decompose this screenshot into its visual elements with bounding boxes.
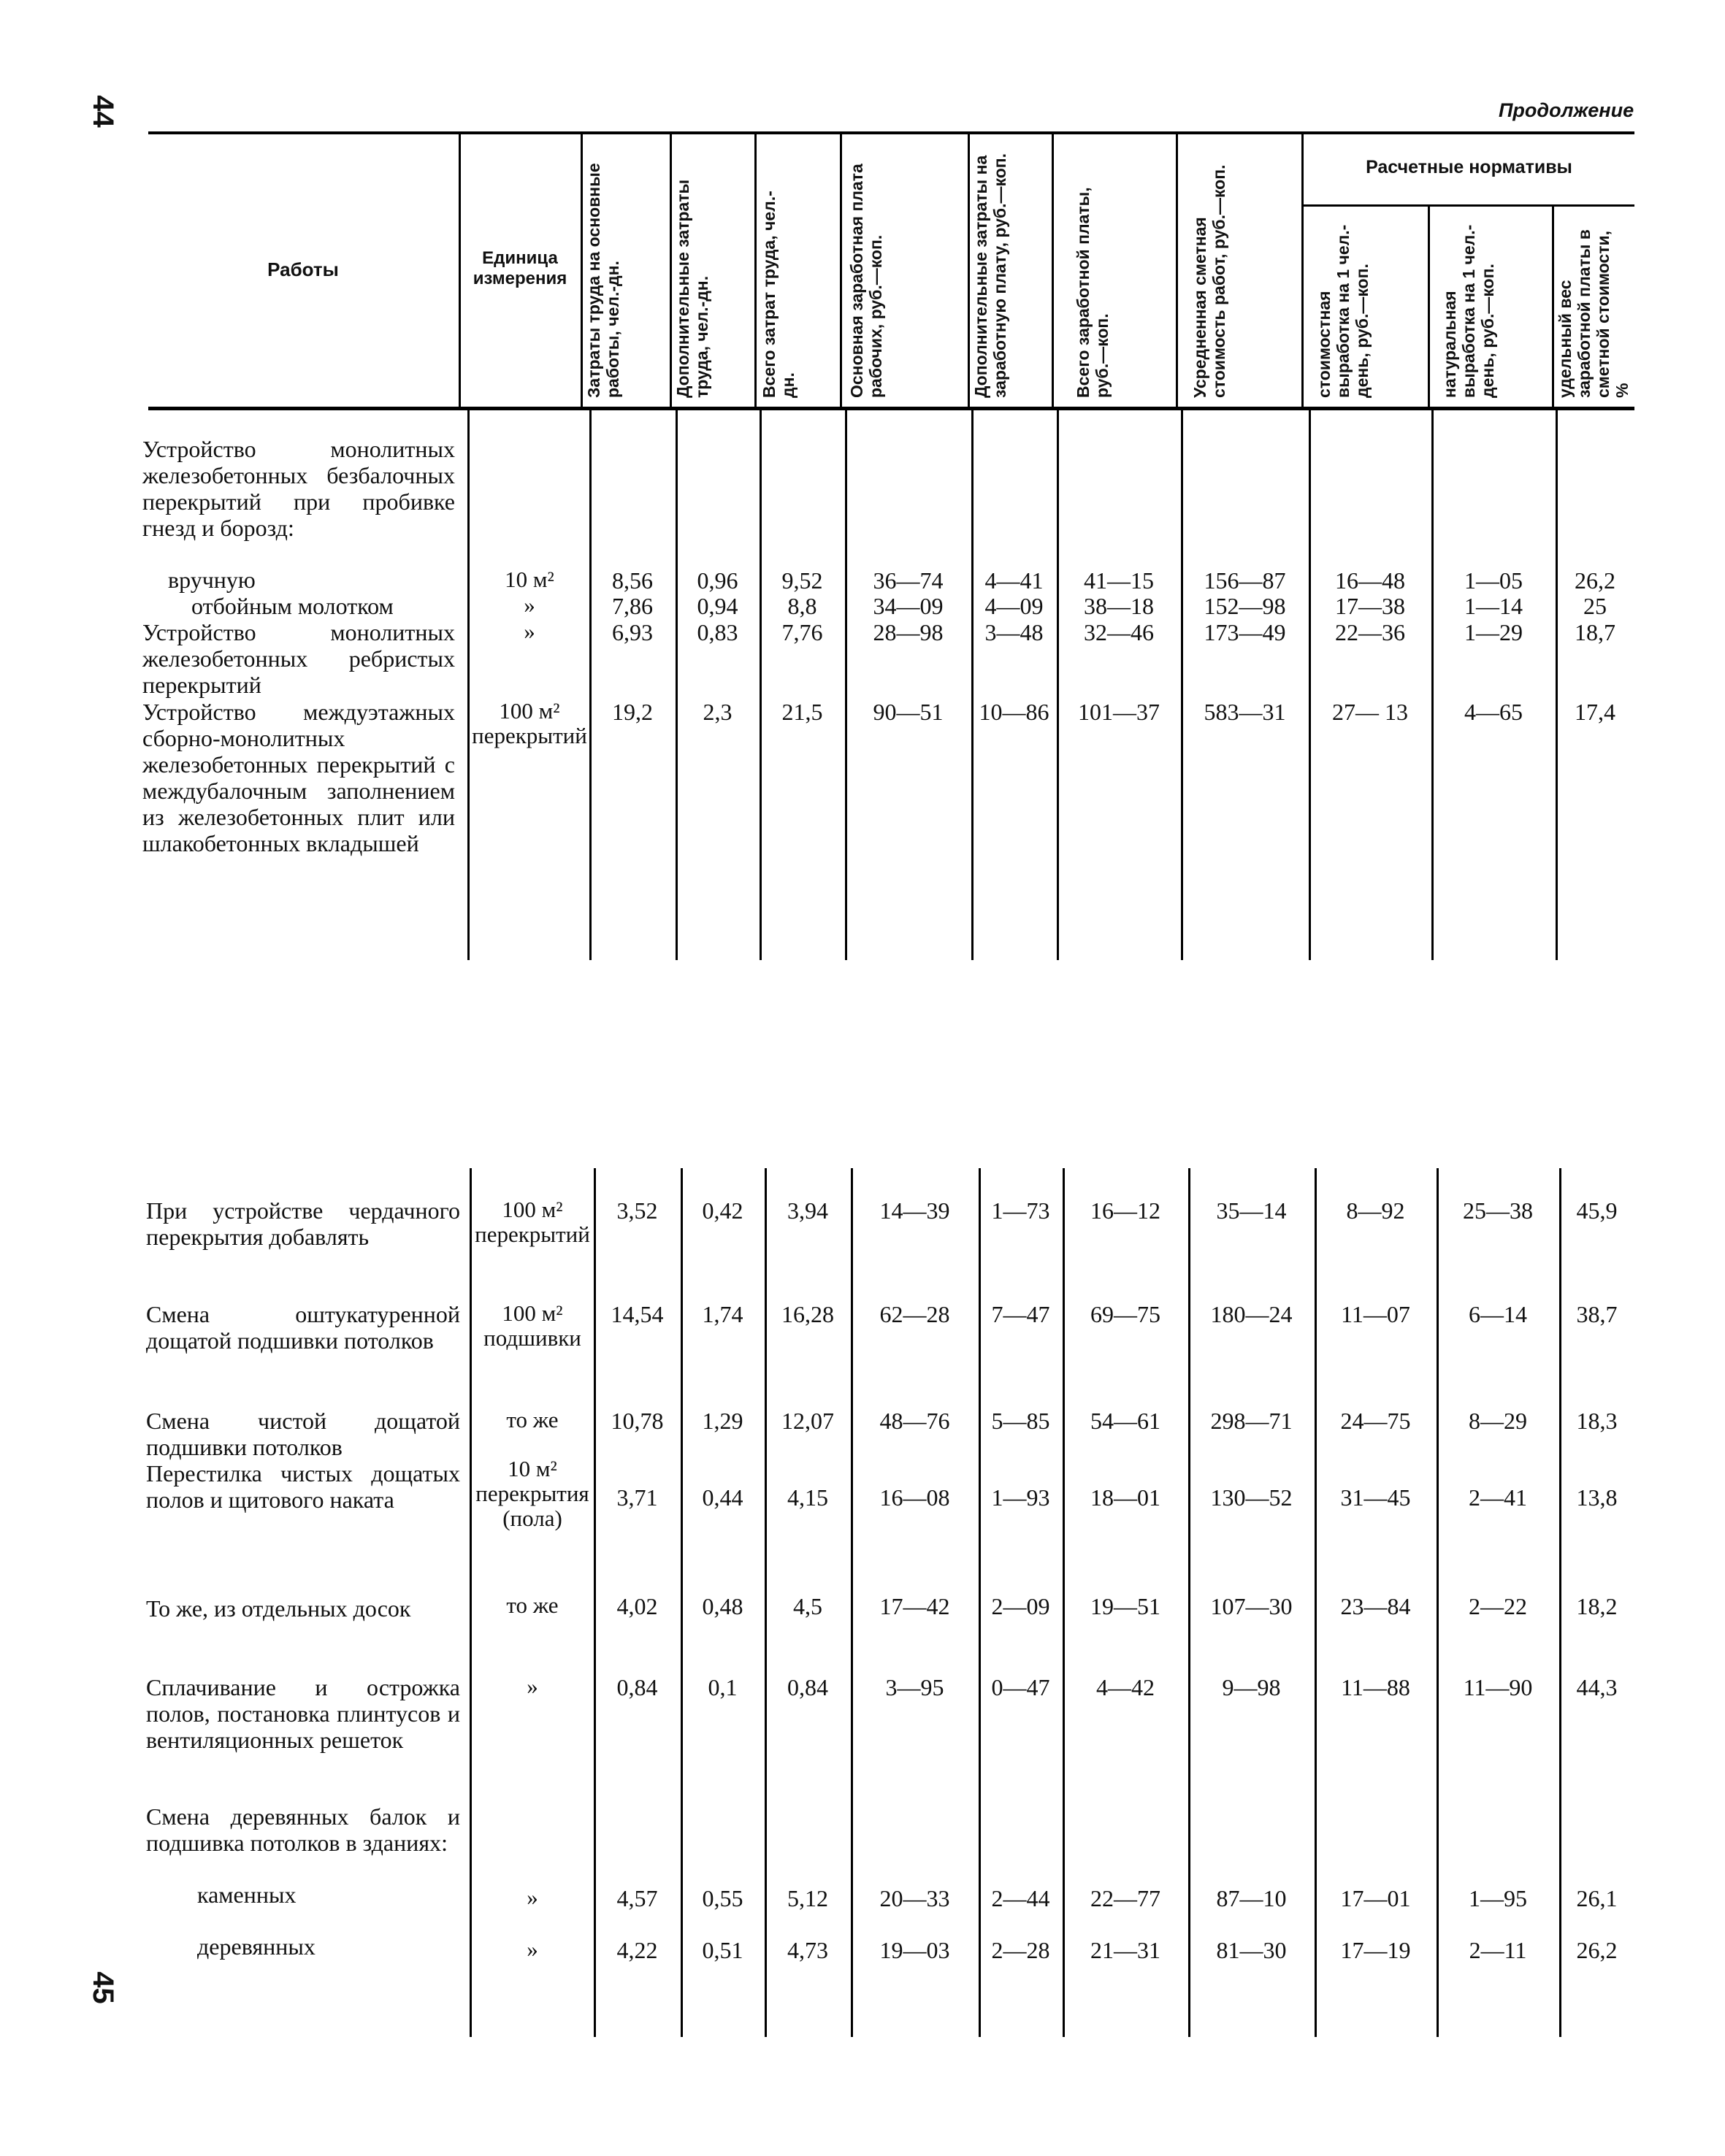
header-col-divider [754,134,757,407]
work-description: При устройстве чердачного перекрытия добавлять [146,1197,460,1250]
work-description: То же, из отдельных досок [146,1595,411,1622]
work-description: Устройство монолитных железобетонных безбалочных перекрытий при пробивке гнезд и борозд: [142,436,455,541]
value-cell: 6,93 [612,619,653,645]
value-cell: 17,4 [1575,699,1615,725]
value-cell: 4—09 [984,593,1044,619]
work-description: Смена чистой дощатой подшивки потолков [146,1408,460,1460]
value-cell: 14—39 [879,1197,950,1224]
value-cell: 9,52 [781,567,823,594]
value-cell: 2—44 [991,1885,1050,1911]
value-cell: 0,1 [708,1674,738,1700]
value-cell: 3,52 [616,1197,658,1224]
value-cell: 26,1 [1576,1885,1618,1911]
work-description: Смена оштукатуренной дощатой подшивки потолков [146,1301,460,1354]
value-cell: 26,2 [1575,567,1615,594]
value-cell: 48—76 [879,1408,950,1434]
value-cell: 2—41 [1469,1484,1527,1511]
value-cell: 17—42 [879,1593,950,1619]
header-col-divider [581,134,583,407]
value-cell: 1,29 [702,1408,743,1434]
header-labor-main: Затраты труда на основные работы, чел.-дн. [584,163,622,398]
value-cell: 3—48 [984,619,1044,645]
value-cell: 4,02 [616,1593,658,1619]
value-cell: 1—05 [1464,567,1523,594]
value-cell: 18,2 [1576,1593,1618,1619]
unit-cell: 100 м² перекрытий [475,1197,590,1247]
value-cell: 19—51 [1090,1593,1160,1619]
right-page-number: 45 [86,1971,119,2004]
body-col-divider [676,410,678,960]
value-cell: 54—61 [1090,1408,1160,1434]
value-cell: 16—08 [879,1484,950,1511]
value-cell: 45,9 [1576,1197,1618,1224]
value-cell: 101—37 [1078,699,1160,725]
header-wage-additional: Дополнительные затраты на заработную плату, руб.—коп. [971,153,1009,398]
header-col-divider [1052,134,1054,407]
value-cell: 11—90 [1463,1674,1533,1700]
header-rated-group: Расчетные нормативы [1366,157,1572,177]
value-cell: 0,51 [702,1937,743,1963]
value-cell: 8,56 [612,567,653,594]
value-cell: 62—28 [879,1301,950,1327]
body-col-divider [760,410,762,960]
body-col-divider [971,410,974,960]
header-col-divider [1552,207,1554,407]
unit-cell: » [527,1884,538,1910]
value-cell: 1—95 [1469,1885,1527,1911]
value-cell: 8,8 [787,593,817,619]
value-cell: 4—41 [984,567,1044,594]
value-cell: 298—71 [1210,1408,1293,1434]
value-cell: 36—74 [873,567,944,594]
value-cell: 10,78 [611,1408,664,1434]
value-cell: 180—24 [1210,1301,1293,1327]
value-cell: 1—93 [991,1484,1050,1511]
value-cell: 17—01 [1340,1885,1411,1911]
unit-cell: 10 м² [505,567,554,592]
header-wage-main: Основная заработная плата рабочих, руб.—коп. [847,164,885,398]
work-description: вручную [168,567,256,593]
value-cell: 13,8 [1576,1484,1618,1511]
value-cell: 21,5 [781,699,823,725]
value-cell: 28—98 [873,619,944,645]
header-col-divider [1176,134,1178,407]
body-col-divider [467,410,470,960]
header-natural-output: натуральная выработка на 1 чел.-день, руб.—коп. [1440,224,1497,398]
value-cell: 0,42 [702,1197,743,1224]
value-cell: 19—03 [879,1937,950,1963]
value-cell: 583—31 [1204,699,1286,725]
value-cell: 0,94 [697,593,738,619]
value-cell: 17—19 [1340,1937,1411,1963]
value-cell: 3—95 [885,1674,944,1700]
value-cell: 20—33 [879,1885,950,1911]
value-cell: 26,2 [1576,1937,1618,1963]
body-col-divider [470,1168,472,2037]
value-cell: 7—47 [991,1301,1050,1327]
header-col-divider [840,134,842,407]
value-cell: 3,94 [787,1197,828,1224]
value-cell: 0,44 [702,1484,743,1511]
value-cell: 4—42 [1096,1674,1155,1700]
value-cell: 0,84 [616,1674,658,1700]
continued-label: Продолжение [1499,99,1634,121]
left-page-number: 44 [86,95,119,128]
value-cell: 31—45 [1340,1484,1411,1511]
value-cell: 38—18 [1084,593,1154,619]
value-cell: 41—15 [1084,567,1154,594]
header-col-divider [459,134,461,407]
value-cell: 87—10 [1216,1885,1287,1911]
body-col-divider [845,410,847,960]
value-cell: 18,7 [1575,619,1615,645]
value-cell: 17—38 [1335,593,1405,619]
header-labor-additional: Дополнительные затраты труда, чел.-дн. [673,179,711,398]
unit-cell: то же [506,1407,559,1432]
value-cell: 0—47 [991,1674,1050,1700]
value-cell: 2—11 [1469,1937,1527,1963]
value-cell: 4,73 [787,1937,828,1963]
value-cell: 44,3 [1576,1674,1618,1700]
unit-cell: » [524,618,535,644]
body-col-divider [1057,410,1059,960]
value-cell: 1—73 [991,1197,1050,1224]
value-cell: 2—28 [991,1937,1050,1963]
value-cell: 4,57 [616,1885,658,1911]
value-cell: 14,54 [611,1301,664,1327]
header-top-rule [148,131,1634,134]
value-cell: 107—30 [1210,1593,1293,1619]
value-cell: 0,55 [702,1885,743,1911]
value-cell: 34—09 [873,593,944,619]
value-cell: 90—51 [873,699,944,725]
value-cell: 156—87 [1204,567,1286,594]
unit-cell: 10 м² перекрытия (пола) [475,1456,589,1531]
value-cell: 32—46 [1084,619,1154,645]
value-cell: 12,07 [781,1408,834,1434]
value-cell: 81—30 [1216,1937,1287,1963]
value-cell: 25 [1583,593,1607,619]
work-description: деревянных [197,1933,315,1960]
unit-cell: » [524,592,535,618]
value-cell: 22—77 [1090,1885,1160,1911]
value-cell: 27— 13 [1332,699,1408,725]
value-cell: 11—88 [1341,1674,1410,1700]
value-cell: 173—49 [1204,619,1286,645]
value-cell: 0,84 [787,1674,828,1700]
value-cell: 0,83 [697,619,738,645]
value-cell: 21—31 [1090,1937,1160,1963]
value-cell: 16—12 [1090,1197,1160,1224]
value-cell: 16—48 [1335,567,1405,594]
work-description: Устройство междуэтажных сборно-монолитных железобетонных перекрытий с междубалочным заполнением из железобетонных плит или шлакобетонных вкладышей [142,699,455,856]
unit-cell: » [527,1936,538,1962]
value-cell: 152—98 [1204,593,1286,619]
value-cell: 23—84 [1340,1593,1411,1619]
value-cell: 38,7 [1576,1301,1618,1327]
rated-group-rule [1304,204,1634,207]
header-bottom-rule [148,407,1634,410]
value-cell: 24—75 [1340,1408,1411,1434]
body-col-divider [1181,410,1183,960]
unit-cell: 100 м² подшивки [483,1300,581,1351]
header-wage-share: удельный вес заработной платы в сметной стоимости, % [1556,229,1632,398]
header-labor-total: Всего затрат труда, чел.-дн. [760,191,798,398]
value-cell: 18,3 [1576,1408,1618,1434]
value-cell: 4—65 [1464,699,1523,725]
unit-cell: то же [506,1592,559,1618]
value-cell: 1—29 [1464,619,1523,645]
value-cell: 4,15 [787,1484,828,1511]
value-cell: 4,5 [793,1593,822,1619]
value-cell: 1—14 [1464,593,1523,619]
work-description: Смена деревянных балок и подшивка потолков в зданиях: [146,1803,460,1856]
value-cell: 7,86 [612,593,653,619]
work-description: Устройство монолитных железобетонных ребристых перекрытий [142,619,455,698]
unit-cell: » [527,1673,538,1699]
body-col-divider [1556,410,1558,960]
value-cell: 69—75 [1090,1301,1160,1327]
value-cell: 3,71 [616,1484,658,1511]
value-cell: 130—52 [1210,1484,1293,1511]
body-col-divider [1309,410,1311,960]
header-avg-cost: Усредненная сметная стоимость работ, руб.—коп. [1190,164,1228,398]
value-cell: 2—22 [1469,1593,1527,1619]
value-cell: 5—85 [991,1408,1050,1434]
header-col-divider [670,134,672,407]
value-cell: 8—92 [1346,1197,1405,1224]
work-description: Перестилка чистых дощатых полов и щитового наката [146,1460,460,1513]
header-cost-output: стоимостная выработка на 1 чел.-день, руб.—коп. [1315,224,1372,398]
value-cell: 0,96 [697,567,738,594]
work-description: отбойным молотком [191,593,394,619]
value-cell: 2—09 [991,1593,1050,1619]
value-cell: 11—07 [1341,1301,1410,1327]
value-cell: 1,74 [702,1301,743,1327]
header-col-divider [968,134,970,407]
header-works: Работы [267,258,339,280]
work-description: Сплачивание и острожка полов, постановка плинтусов и вентиляционных решеток [146,1674,460,1753]
value-cell: 2,3 [703,699,733,725]
value-cell: 4,22 [616,1937,658,1963]
header-col-divider [1428,207,1430,407]
value-cell: 16,28 [781,1301,834,1327]
value-cell: 9—98 [1222,1674,1281,1700]
value-cell: 18—01 [1090,1484,1160,1511]
value-cell: 25—38 [1463,1197,1533,1224]
value-cell: 8—29 [1469,1408,1527,1434]
unit-cell: 100 м² перекрытий [472,698,587,748]
value-cell: 0,48 [702,1593,743,1619]
value-cell: 22—36 [1335,619,1405,645]
header-wage-total: Всего заработной платы, руб.—коп. [1074,187,1112,398]
body-col-divider [589,410,592,960]
value-cell: 10—86 [979,699,1049,725]
body-col-divider [1431,410,1434,960]
value-cell: 35—14 [1216,1197,1287,1224]
header-unit: Единица измерения [473,248,567,288]
value-cell: 6—14 [1469,1301,1527,1327]
value-cell: 7,76 [781,619,823,645]
value-cell: 19,2 [612,699,653,725]
value-cell: 5,12 [787,1885,828,1911]
work-description: каменных [197,1881,297,1908]
